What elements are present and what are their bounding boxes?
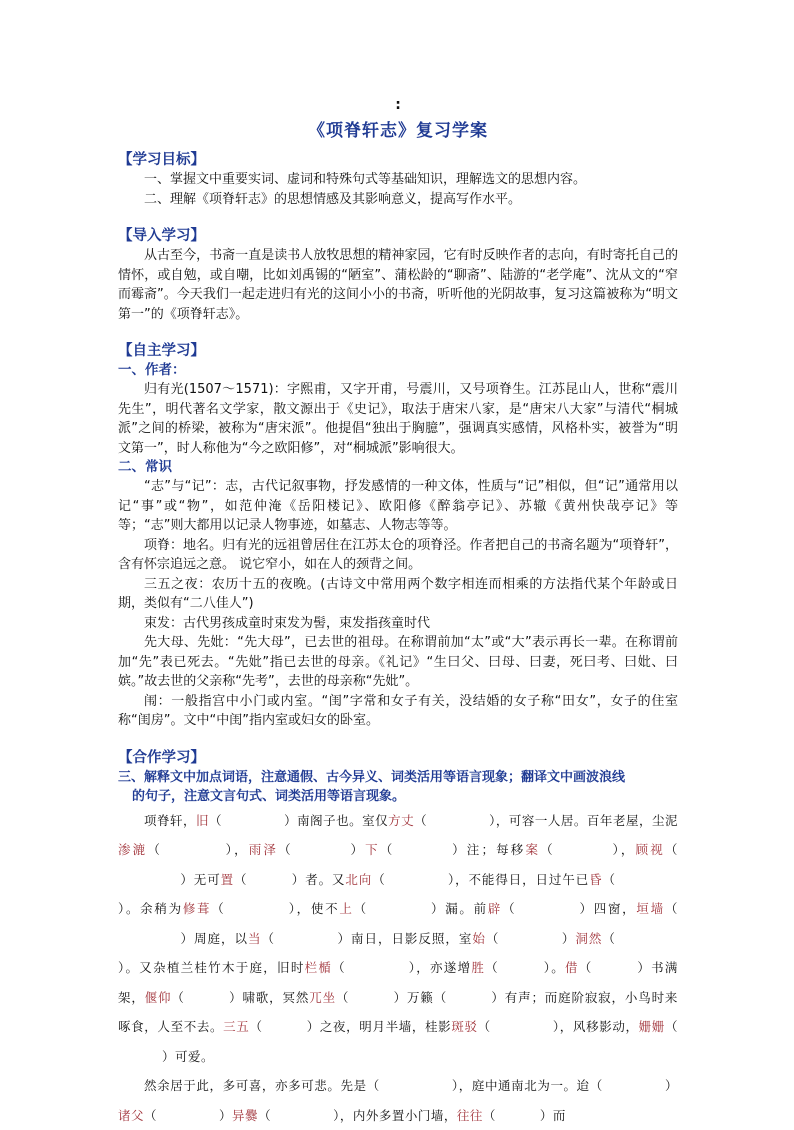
key-word: 异爨: [232, 1107, 259, 1123]
text-run: （: [332, 960, 346, 975]
text-run: ）南阁子也。室仅: [284, 812, 389, 828]
text-run: ）者。又: [291, 871, 346, 887]
text-run: ），风移影动，: [552, 1019, 639, 1034]
text-run: （: [278, 842, 293, 857]
goals-heading: 【学习目标】: [118, 152, 205, 168]
text-run: （: [602, 930, 616, 946]
text-run: （: [664, 1019, 678, 1034]
goal-item: 二、理解《项脊轩志》的思想情感及其影响意义，提高写作水平。: [144, 191, 522, 207]
text-run: （: [578, 960, 593, 975]
key-word: 兀坐: [309, 989, 336, 1005]
text-run: ）书满架，: [118, 960, 678, 1005]
key-word: 姗姗: [638, 1019, 665, 1034]
common-item: 闱：一般指宫中小门或内室。“闺”字常和女子有关，没结婚的女子称“田女”，女子的住室称“闺房”。文中“中闺”指内室或妇女的卧室。: [118, 693, 678, 728]
text-run: （: [477, 1019, 491, 1034]
coop-task-line: 三、解释文中加点词语，注意通假、古今异义、词类活用等语言现象；翻译文中画波浪线: [118, 769, 626, 785]
text-run: （: [664, 901, 678, 916]
text-run: （: [209, 812, 223, 828]
text-run: ）漏。前: [429, 901, 488, 916]
text-run: ）: [348, 842, 366, 857]
text-run: （: [258, 1107, 272, 1123]
text-run: ），: [610, 842, 636, 857]
text-run: ）。余稍为: [118, 901, 183, 916]
text-run: （: [353, 901, 368, 916]
common-item: 项脊：地名。归有光的远祖曾居住在江苏太仓的项脊泾。作者把自己的书斋名题为“项脊轩”，含有怀宗追远之意。 说它窄小，如在人的颈背之间。: [118, 537, 678, 572]
text-run: ）无可: [180, 871, 221, 887]
key-word: 借: [565, 960, 579, 975]
text-run: ）: [219, 1107, 233, 1123]
text-run: ）可爱。: [162, 1048, 215, 1064]
self-study-heading: 【自主学习】: [118, 343, 205, 359]
text-run: （: [540, 842, 555, 857]
text-run: ）万籁: [393, 989, 434, 1005]
author-heading: 一、作者：: [118, 362, 186, 378]
text-run: （: [147, 842, 163, 857]
text-run: ）注；每移: [450, 842, 526, 857]
top-mark: :: [395, 97, 401, 113]
key-word: 旧: [196, 812, 210, 828]
goals-list: [118, 170, 678, 209]
text-run: 项脊轩，: [144, 812, 197, 828]
key-word: 昏: [589, 871, 603, 887]
key-word: 置: [220, 871, 234, 887]
text-run: ）而: [539, 1107, 566, 1123]
text-run: ），亦遂增: [407, 960, 472, 975]
text-run: （: [249, 1019, 263, 1034]
author-text: 归有光(1507～1571)：字熙甫，又字开甫，号震川，又号项脊生。江苏昆山人，世称“震川先生”，明代著名文学家，散文源出于《史记》，取法于唐宋八家，是“唐宋八大家”与清代“桐城派”之间的桥梁，被称为“唐宋派”。他提倡“独出于胸臆”，强调真实感情，风格朴实，被誉为“明文第一”，时人称他为“今之欧阳修”，对“桐城派”影响很大。: [118, 382, 678, 456]
goal-item: 一、掌握文中重要实词、虚词和特殊句式等基础知识，理解选文的思想内容。: [144, 172, 587, 187]
key-word: 方丈: [388, 812, 415, 828]
text-run: （: [433, 989, 448, 1005]
key-word: 上: [339, 901, 354, 916]
text-run: ）有声；而庭阶寂寂，小鸟时来啄食，人至不去。: [118, 989, 678, 1034]
text-run: ），不能得日，日过午已: [447, 871, 590, 887]
text-run: （: [261, 930, 275, 946]
text-run: （: [664, 842, 678, 857]
text-run: ），内外多置小门墙，: [333, 1107, 457, 1123]
text-run: ）。: [542, 960, 565, 975]
text-run: （: [234, 871, 248, 887]
intro-text: 从古至今，书斋一直是读书人放牧思想的精神家园，它有时反映作者的志向，有时寄托自己的情怀，或自勉，或自嘲，比如刘禹锡的“陋室”、蒲松龄的“聊斋”、陆游的“老学庵”、沈从文的“窄而霉斋”。今天我们一起走进归有光的这间小小的书斋，听听他的光阴故事，复习这篇被称为“明文第一”的《项脊轩志》。: [118, 248, 678, 322]
text-run: ）: [561, 930, 576, 946]
key-word: 雨泽: [248, 842, 279, 857]
key-word: 胜: [471, 960, 486, 975]
text-run: （: [482, 1107, 496, 1123]
key-word: 北向: [345, 871, 373, 887]
key-word: 偃仰: [144, 989, 172, 1005]
text-run: ）: [664, 1078, 678, 1093]
key-word: 洞然: [575, 930, 603, 946]
key-word: 垣墙: [636, 901, 665, 916]
text-run: （: [171, 989, 185, 1005]
text-run: （: [485, 930, 500, 946]
key-word: 诸父: [118, 1107, 145, 1123]
key-word: 顾视: [635, 842, 665, 857]
text-run: ），: [224, 842, 249, 857]
text-run: （: [144, 1107, 158, 1123]
key-word: 三五: [223, 1019, 250, 1034]
text-run: ）周庭，以: [180, 930, 248, 946]
text-run: ）啸歌，冥然: [228, 989, 310, 1005]
text-run: ）四窗，: [578, 901, 637, 916]
text-run: （: [589, 1078, 603, 1093]
exercise-paragraph: [118, 1071, 678, 1130]
key-word: 当: [247, 930, 262, 946]
text-run: ），可容一人居。百年老屋，尘泥: [489, 812, 678, 828]
common-item: 先大母、先妣：“先大母”，已去世的祖母。在称谓前加“太”或“大”表示再长一辈。在称谓前加“先”表已死去。“先妣”指已去世的母亲。《礼记》“生曰父、曰母、曰妻，死曰考、曰妣、曰嫔。”故去世的父亲称“先考”，去世的母亲称“先妣”。: [118, 635, 678, 689]
key-word: 辟: [487, 901, 503, 916]
common-item: 束发：古代男孩成童时束发为髻，束发指孩童时代: [144, 615, 431, 631]
text-run: （: [485, 960, 499, 975]
text-run: （: [379, 842, 395, 857]
text-run: （: [211, 901, 226, 916]
text-run: ）之夜，明月半墙，桂影: [306, 1019, 452, 1034]
text-run: （: [335, 989, 350, 1005]
intro-heading: 【导入学习】: [118, 228, 205, 244]
key-word: 始: [472, 930, 486, 946]
key-word: 修葺: [182, 901, 212, 916]
common-heading: 二、常识: [118, 459, 172, 475]
text-run: （: [502, 901, 517, 916]
coop-task-instruction: [118, 768, 678, 806]
text-run: （: [602, 871, 616, 887]
exercise-paragraph: [118, 806, 678, 1072]
coop-task-line: 的句子，注意文言句式、词类活用等语言现象。: [132, 788, 406, 804]
key-word: 往往: [456, 1107, 483, 1123]
key-word: 渗漉: [118, 842, 148, 857]
common-item: “志”与“记”：志，古代记叙事物，抒发感情的一种文体，性质与“记”相似，但“记”通常用以记“事”或“物”，如范仲淹《岳阳楼记》、欧阳修《醉翁亭记》、苏辙《黄州快哉亭记》等等；“志”则大都用以记录人物事迹，如墓志、人物志等等。: [118, 479, 678, 533]
text-run: 然余居于此，多可喜，亦多可悲。先是（: [144, 1078, 380, 1093]
key-word: 下: [365, 842, 380, 857]
page: [118, 96, 678, 1130]
key-word: 斑驳: [451, 1019, 478, 1034]
text-run: ），使不: [287, 901, 340, 916]
coop-heading: 【合作学习】: [118, 749, 205, 766]
key-word: 栏楯: [304, 960, 333, 975]
text-run: ）。又杂植兰桂竹木于庭，旧时: [118, 960, 305, 975]
text-run: （: [414, 812, 428, 828]
text-run: ）南日，日影反照，室: [336, 930, 473, 946]
key-word: 案: [525, 842, 541, 857]
text-run: （: [372, 871, 386, 887]
text-run: ），庭中通南北为一。迨: [451, 1078, 590, 1093]
page-title: 《项脊轩志》复习学案: [308, 121, 488, 141]
common-item: 三五之夜：农历十五的夜晚。(古诗文中常用两个数字相连而相乘的方法指代某个年龄或日期，类似有“二八佳人”): [118, 576, 678, 611]
